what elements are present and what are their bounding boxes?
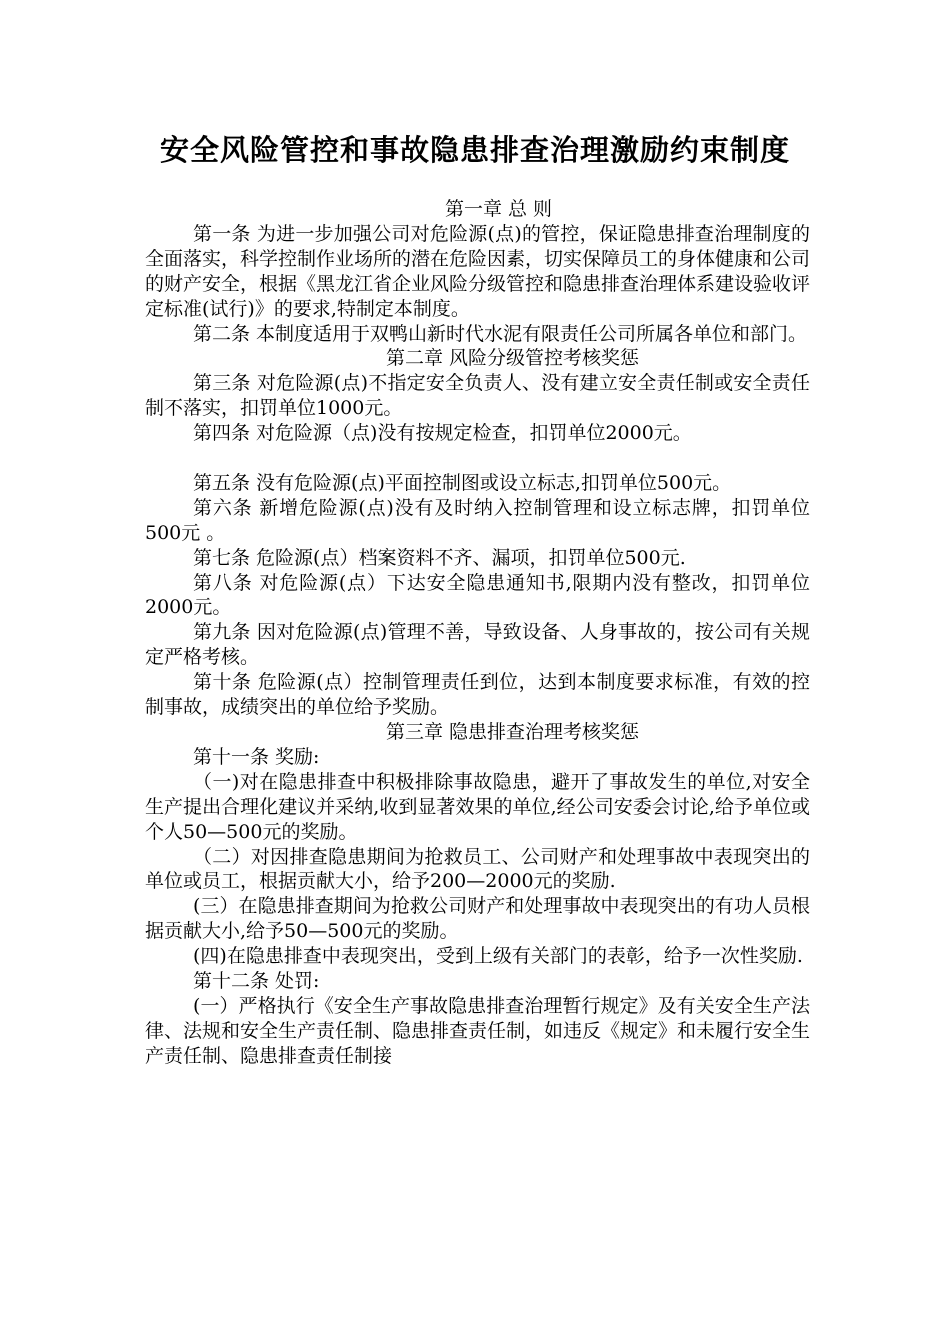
chapter-1-heading: 第一章 总 则: [444, 198, 553, 220]
article-7: 第七条 危险源(点）档案资料不齐、漏项，扣罚单位500元.: [193, 546, 686, 569]
article-8: 第八条 对危险源(点）下达安全隐患通知书,限期内没有整改，扣罚单位2000元。: [145, 571, 810, 619]
article-6: 第六条 新增危险源(点)没有及时纳入控制管理和设立标志牌，扣罚单位500元 。: [145, 496, 810, 544]
article-11-item-2: （二）对因排查隐患期间为抢救员工、公司财产和处理事故中表现突出的单位或员工，根据贡献大小，给予200—2000元的奖励.: [145, 845, 810, 893]
article-2: 第二条 本制度适用于双鸭山新时代水泥有限责任公司所属各单位和部门。: [193, 322, 808, 345]
document-title: 安全风险管控和事故隐患排查治理激励约束制度: [159, 133, 790, 167]
article-4: 第四条 对危险源（点)没有按规定检查，扣罚单位2000元。: [193, 422, 692, 445]
article-1: 第一条 为进一步加强公司对危险源(点)的管控，保证隐患排查治理制度的全面落实，科学控制作业场所的潜在危险因素，切实保障员工的身体健康和公司的财产安全，根据《黑龙江省企业风险分级管控和隐患排查治理体系建设验收评定标准(试行)》的要求,特制定本制度。: [145, 222, 811, 320]
article-9: 第九条 因对危险源(点)管理不善，导致设备、人身事故的，按公司有关规定严格考核。: [145, 621, 810, 669]
document-body: [145, 197, 810, 1069]
article-11-item-4: (四)在隐患排查中表现突出，受到上级有关部门的表彰，给予一次性奖励.: [193, 945, 803, 968]
chapter-2-heading: 第二章 风险分级管控考核奖惩: [385, 347, 640, 370]
article-11-item-1: （一)对在隐患排查中积极排除事故隐患，避开了事故发生的单位,对安全生产提出合理化建议并采纳,收到显著效果的单位,经公司安委会讨论,给予单位或个人50—500元的奖励。: [145, 770, 810, 843]
blank-line: [145, 446, 810, 471]
chapter-3-heading: 第三章 隐患排查治理考核奖惩: [385, 721, 640, 744]
article-5: 第五条 没有危险源(点)平面控制图或设立标志,扣罚单位500元。: [193, 471, 732, 494]
article-12: 第十二条 处罚:: [193, 970, 320, 993]
article-3: 第三条 对危险源(点)不指定安全负责人、没有建立安全责任制或安全责任制不落实，扣罚单位1000元。: [145, 372, 810, 420]
article-11: 第十一条 奖励:: [193, 745, 320, 768]
article-11-item-3: (三）在隐患排查期间为抢救公司财产和处理事故中表现突出的有功人员根据贡献大小,给予50—500元的奖励。: [145, 895, 810, 943]
article-12-item-1: (一）严格执行《安全生产事故隐患排查治理暂行规定》及有关安全生产法律、法规和安全生产责任制、隐患排查责任制，如违反《规定》和未履行安全生产责任制、隐患排查责任制接: [145, 994, 811, 1067]
article-10: 第十条 危险源(点）控制管理责任到位，达到本制度要求标准，有效的控制事故，成绩突出的单位给予奖励。: [145, 671, 810, 719]
